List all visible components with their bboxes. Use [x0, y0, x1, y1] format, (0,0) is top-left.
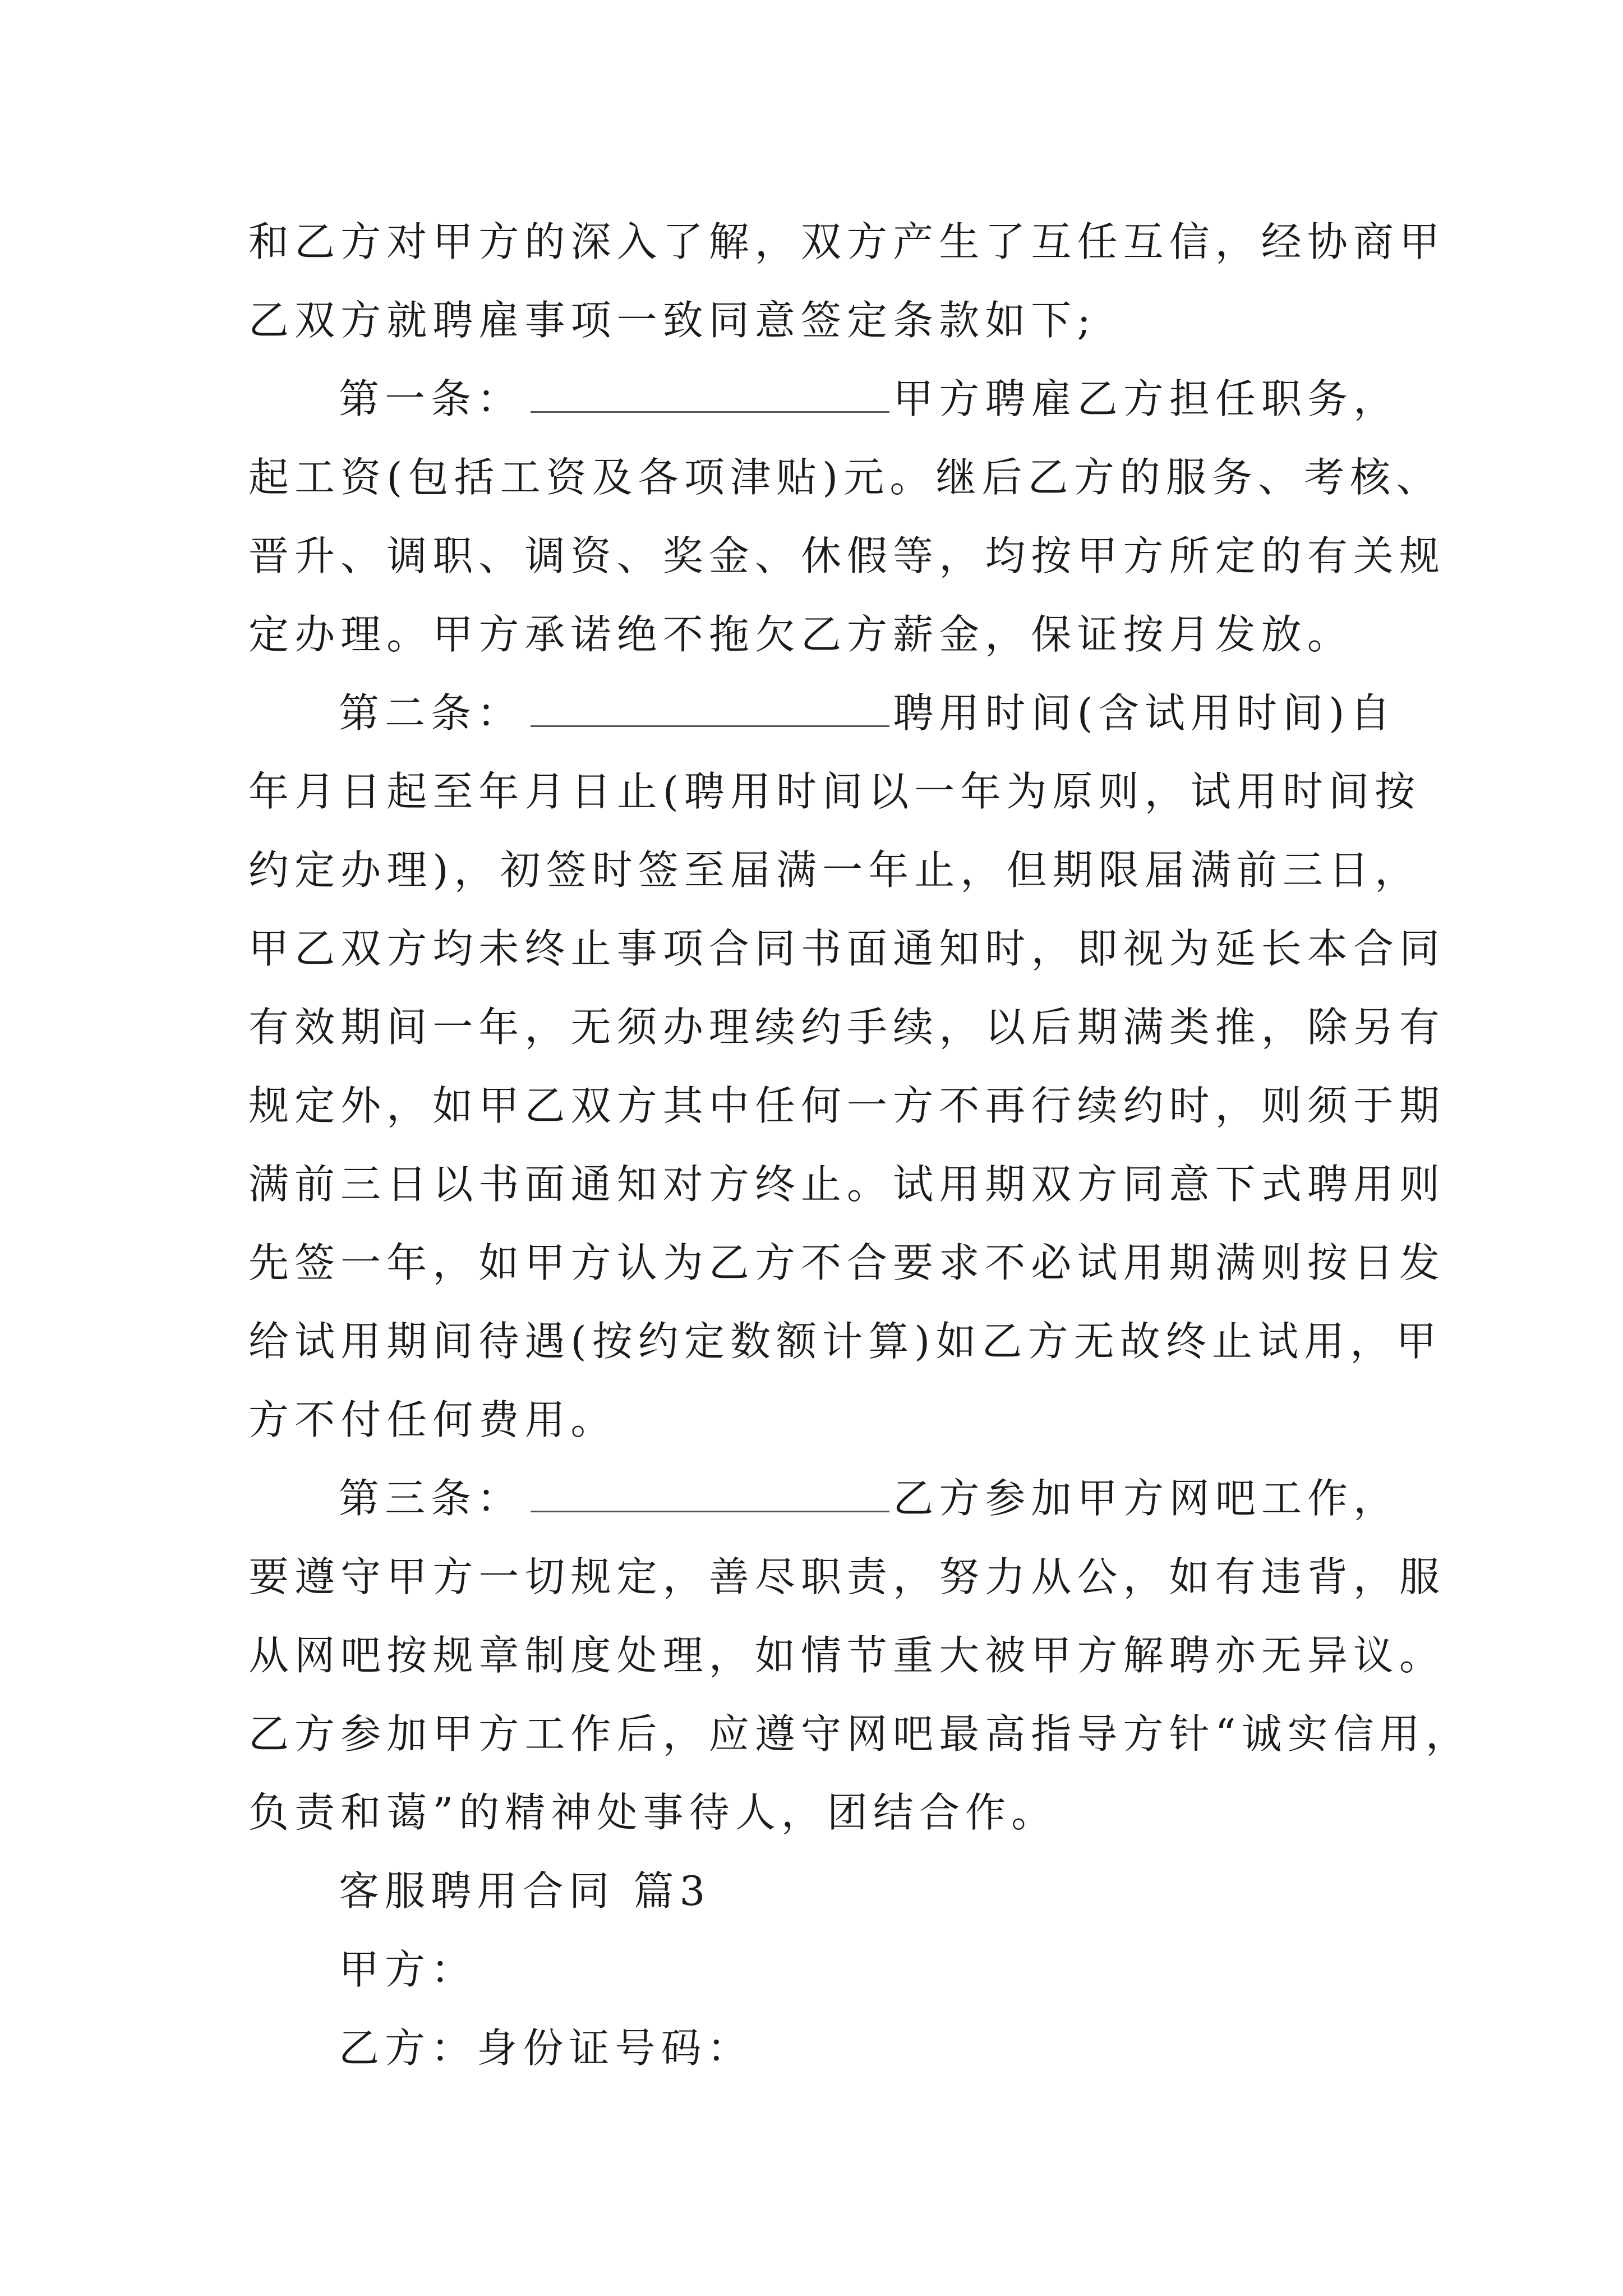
article-2-blank — [531, 691, 889, 727]
party-a-line: 甲方： — [339, 1946, 477, 1993]
article-3-label: 第三条： — [339, 1475, 523, 1522]
paragraph-line: 要遵守甲方一切规定，善尽职责，努力从公，如有违背，服 — [248, 1553, 1446, 1600]
article-2-label: 第二条： — [339, 689, 523, 737]
paragraph-line: 和乙方对甲方的深入了解，双方产生了互任互信，经协商甲 — [248, 218, 1446, 265]
article-3-text: 乙方参加甲方网吧工作， — [893, 1475, 1400, 1522]
article-1-label: 第一条： — [339, 375, 523, 422]
paragraph-line: 规定外，如甲乙双方其中任何一方不再行续约时，则须于期 — [248, 1082, 1446, 1129]
article-1-blank — [531, 376, 889, 413]
paragraph-line: 给试用期间待遇(按约定数额计算)如乙方无故终止试用，甲 — [248, 1318, 1442, 1365]
paragraph-line: 有效期间一年，无须办理续约手续，以后期满类推，除另有 — [248, 1004, 1446, 1051]
paragraph-line: 约定办理)，初签时签至届满一年止，但期限届满前三日， — [248, 846, 1421, 894]
paragraph-line: 乙方参加甲方工作后，应遵守网吧最高指导方针“诚实信用， — [248, 1710, 1472, 1757]
paragraph-line: 定办理。甲方承诺绝不拖欠乙方薪金，保证按月发放。 — [248, 611, 1353, 658]
article-2-text: 聘用时间(含试用时间)自 — [893, 689, 1396, 737]
paragraph-line: 从网吧按规章制度处理，如情节重大被甲方解聘亦无异议。 — [248, 1632, 1446, 1679]
paragraph-line: 方不付任何费用。 — [248, 1396, 617, 1443]
section-title: 客服聘用合同 篇3 — [339, 1867, 711, 1915]
paragraph-line: 晋升、调职、调资、奖金、休假等，均按甲方所定的有关规 — [248, 532, 1446, 579]
article-1-text: 甲方聘雇乙方担任职务， — [893, 375, 1400, 422]
article-3-line — [339, 1470, 1483, 1526]
paragraph-line: 先签一年，如甲方认为乙方不合要求不必试用期满则按日发 — [248, 1239, 1446, 1286]
party-b-line: 乙方：身份证号码： — [339, 2024, 753, 2072]
article-2-line — [339, 685, 1483, 741]
paragraph-line: 甲乙双方均未终止事项合同书面通知时，即视为延长本合同 — [248, 925, 1446, 972]
article-1-line — [339, 371, 1483, 427]
paragraph-line: 乙双方就聘雇事项一致同意签定条款如下; — [248, 297, 1096, 344]
paragraph-line: 负责和蔼”的精神处事待人，团结合作。 — [248, 1789, 1058, 1836]
paragraph-line: 年月日起至年月日止(聘用时间以一年为原则，试用时间按 — [248, 768, 1421, 815]
article-3-blank — [531, 1476, 889, 1512]
paragraph-line: 满前三日以书面通知对方终止。试用期双方同意下式聘用则 — [248, 1161, 1446, 1208]
paragraph-line: 起工资(包括工资及各项津贴)元。继后乙方的服务、考核、 — [248, 454, 1442, 501]
